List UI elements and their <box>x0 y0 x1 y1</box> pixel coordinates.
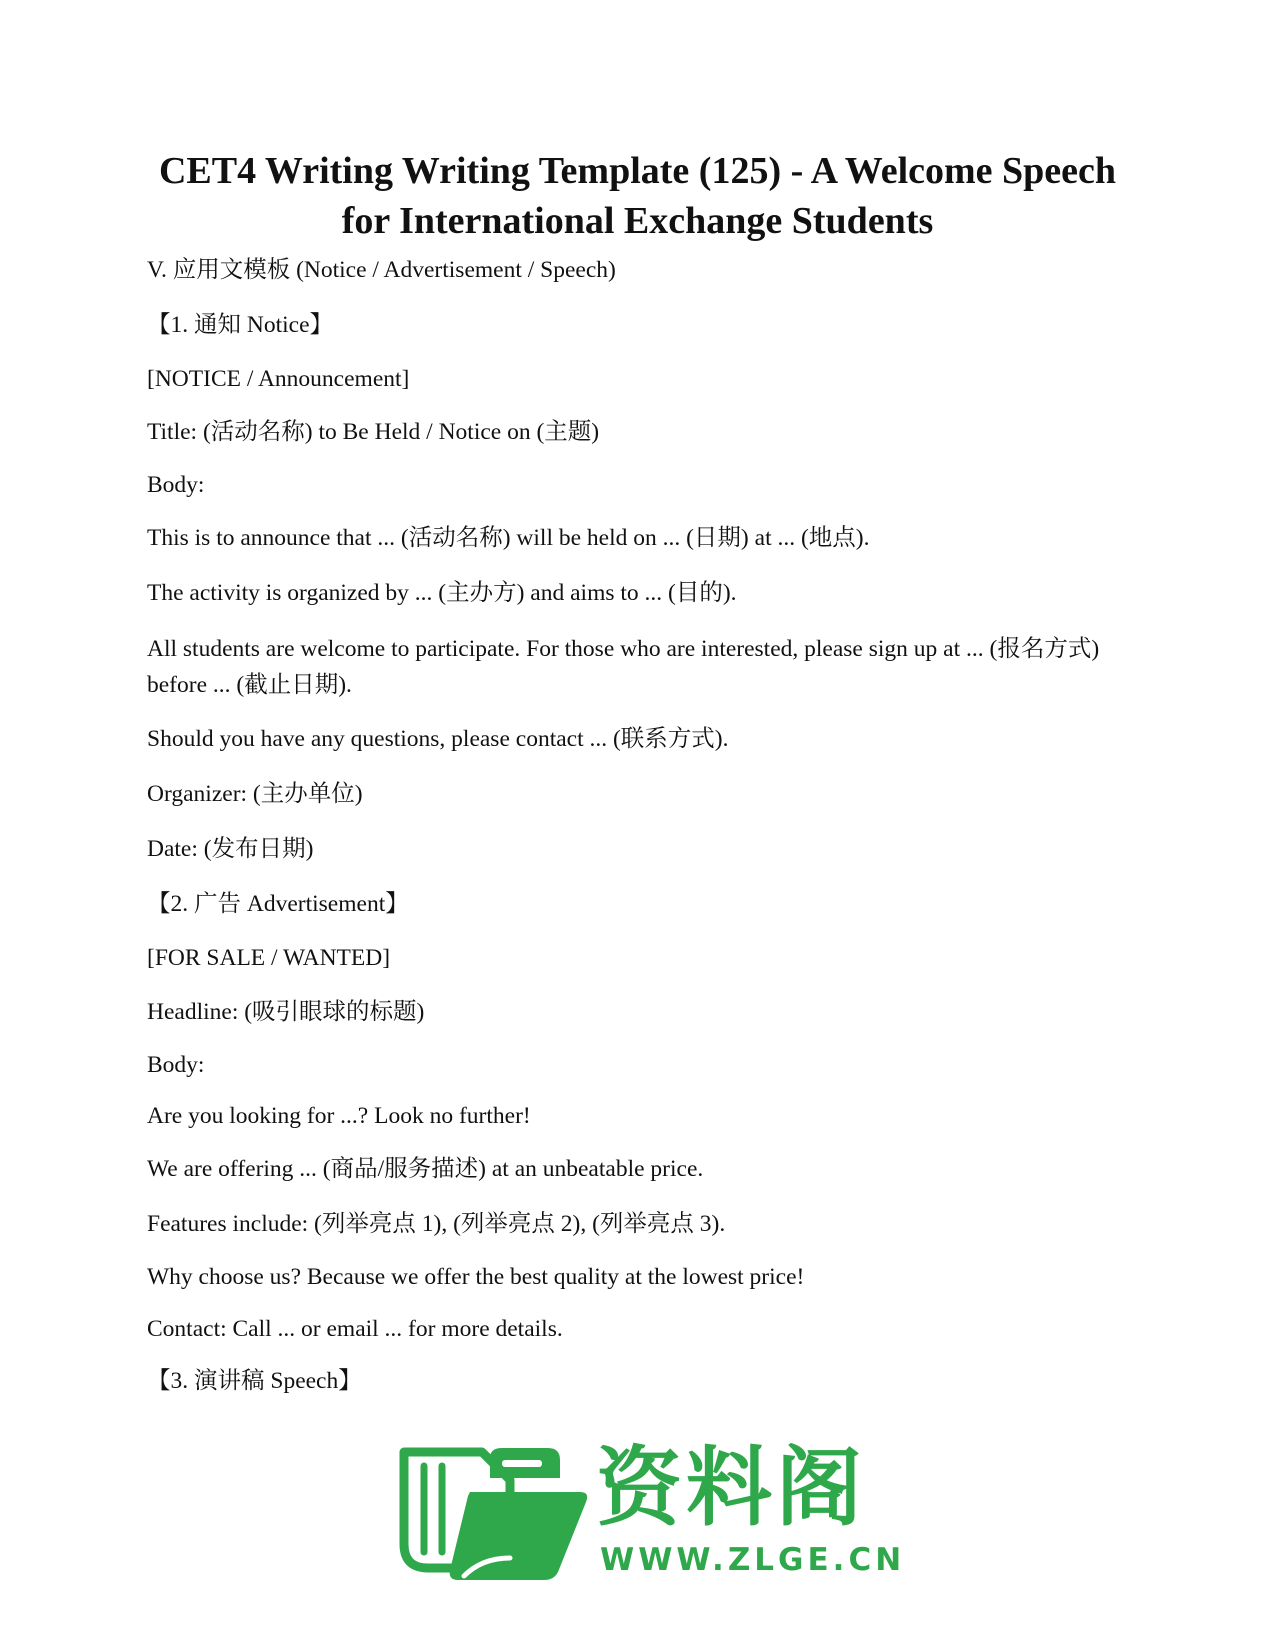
advertisement-body-line-1: Are you looking for ...? Look no further! <box>147 1103 531 1129</box>
subheading-speech: 【3. 演讲稿 Speech】 <box>147 1368 362 1394</box>
notice-body-line-3: All students are welcome to participate. For those who are interested, please sign up at ... (报名方式) before ... (截止日期). <box>147 636 1100 698</box>
notice-organizer: Organizer: (主办单位) <box>147 781 363 807</box>
notice-body-line-4: Should you have any questions, please contact ... (联系方式). <box>147 726 729 752</box>
document-title <box>120 146 1155 246</box>
advertisement-body-label: Body: <box>147 1052 205 1078</box>
watermark-brand: 资料阁 <box>596 1438 866 1538</box>
subheading-advertisement: 【2. 广告 Advertisement】 <box>147 891 409 917</box>
watermark <box>398 1438 906 1590</box>
notice-label: [NOTICE / Announcement] <box>147 366 410 392</box>
advertisement-body-line-3: Features include: (列举亮点 1), (列举亮点 2), (列举亮点 3). <box>147 1211 726 1237</box>
advertisement-label: [FOR SALE / WANTED] <box>147 945 391 971</box>
notice-body-line-2: The activity is organized by ... (主办方) and aims to ... (目的). <box>147 580 737 606</box>
notice-date: Date: (发布日期) <box>147 836 314 862</box>
notice-body-label: Body: <box>147 472 205 498</box>
section-heading-templates: V. 应用文模板 (Notice / Advertisement / Speech) <box>147 257 616 283</box>
advertisement-contact: Contact: Call ... or email ... for more details. <box>147 1316 563 1342</box>
title-line-1: CET4 Writing Writing Template (125) - A Welcome Speech <box>158 150 1117 192</box>
advertisement-headline: Headline: (吸引眼球的标题) <box>147 999 425 1025</box>
watermark-url: WWW.ZLGE.CN <box>600 1542 906 1578</box>
subheading-notice: 【1. 通知 Notice】 <box>147 312 334 338</box>
book-folder-logo-icon <box>398 1440 593 1585</box>
notice-title-line: Title: (活动名称) to Be Held / Notice on (主题) <box>147 419 600 445</box>
title-line-2: for International Exchange Students <box>341 200 934 242</box>
advertisement-body-line-2: We are offering ... (商品/服务描述) at an unbeatable price. <box>147 1156 704 1182</box>
notice-body-line-1: This is to announce that ... (活动名称) will be held on ... (日期) at ... (地点). <box>147 525 870 551</box>
advertisement-body-line-4: Why choose us? Because we offer the best quality at the lowest price! <box>147 1264 805 1290</box>
